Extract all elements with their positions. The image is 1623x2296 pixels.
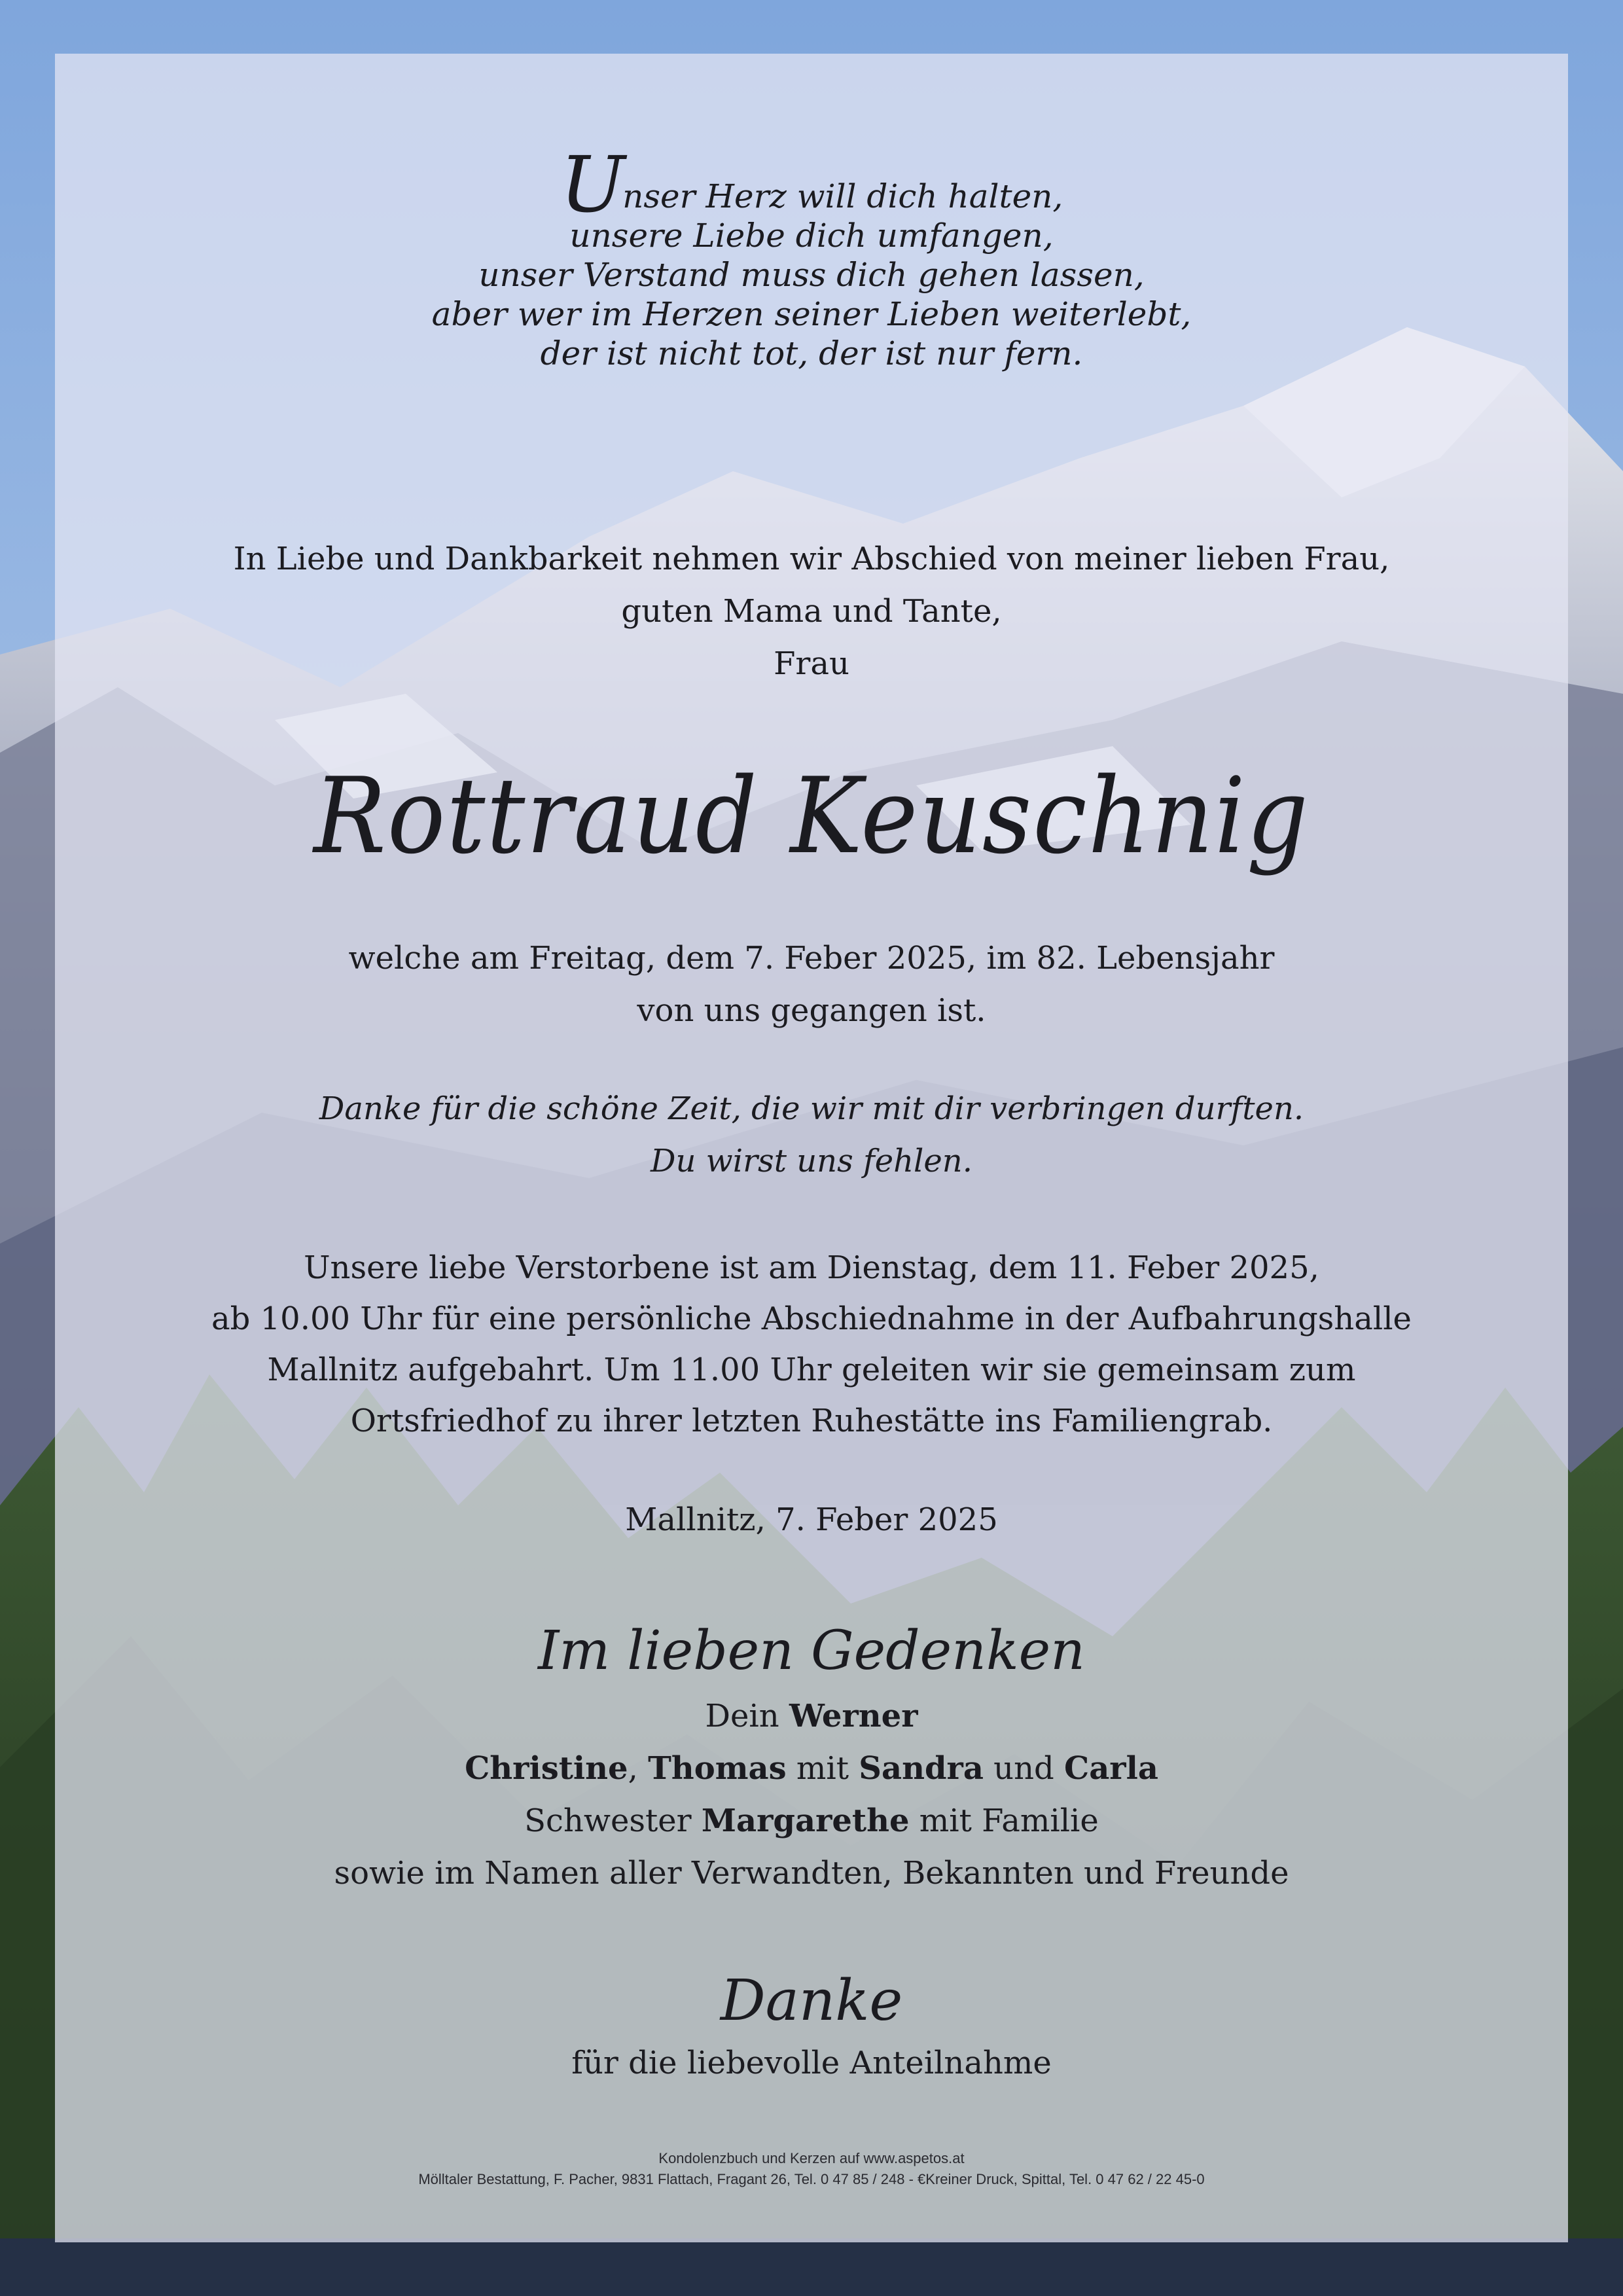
mourner-line-4: sowie im Namen aller Verwandten, Bekannten und Freunde (334, 1855, 1289, 1892)
death-line-1: welche am Freitag, dem 7. Feber 2025, im 82. Lebensjahr (348, 940, 1275, 977)
verse-first-line: nser Herz will dich halten, (622, 177, 1063, 215)
mourner-name-sandra: Sandra (859, 1750, 984, 1787)
mourner-name-carla: Carla (1064, 1750, 1158, 1787)
mourner-separator: mit (786, 1750, 859, 1787)
intro-line-1: In Liebe und Dankbarkeit nehmen wir Abschied von meiner lieben Frau, (233, 541, 1390, 577)
footer-line-1: Kondolenzbuch und Kerzen auf www.aspetos.at (658, 2150, 965, 2166)
mourner-line-3 (55, 1795, 1568, 1847)
thanks-message (55, 1083, 1568, 1187)
verse-initial: U (560, 139, 626, 230)
danke-subtitle: für die liebevolle Anteilnahme (571, 2045, 1052, 2081)
mourner-prefix: Dein (705, 1698, 789, 1734)
funeral-details (55, 1242, 1568, 1446)
place-and-date: Mallnitz, 7. Feber 2025 (625, 1501, 998, 1538)
funeral-line-2: ab 10.00 Uhr für eine persönliche Abschiednahme in der Aufbahrungshalle (211, 1300, 1412, 1337)
memorial-verse (55, 139, 1568, 373)
mourner-name-werner: Werner (789, 1698, 918, 1734)
verse-line-1 (55, 139, 1568, 230)
footer-line-2: Mölltaler Bestattung, F. Pacher, 9831 Flattach, Fragant 26, Tel. 0 47 85 / 248 - €Kreiner Druck, Spittal, Tel. 0 47 62 / 22 45-0 (418, 2171, 1205, 2187)
mourner-name-christine: Christine (465, 1750, 628, 1787)
mourners-list (55, 1690, 1568, 1899)
thanks-line-2: Du wirst uns fehlen. (651, 1143, 972, 1179)
mourner-name-thomas: Thomas (648, 1750, 787, 1787)
death-notice (55, 932, 1568, 1037)
memory-heading: Im lieben Gedenken (538, 1620, 1085, 1682)
mourner-prefix: Schwester (524, 1803, 702, 1839)
funeral-line-4: Ortsfriedhof zu ihrer letzten Ruhestätte ins Familiengrab. (350, 1403, 1273, 1439)
thanks-line-1: Danke für die schöne Zeit, die wir mit dir verbringen durften. (319, 1090, 1304, 1127)
intro-line-2: guten Mama und Tante, (621, 593, 1002, 630)
deceased-name: Rottraud Keuschnig (313, 755, 1310, 877)
mourner-separator: , (628, 1750, 649, 1787)
death-line-2: von uns gegangen ist. (637, 992, 986, 1029)
obituary-panel (55, 54, 1568, 2242)
footer-credits (55, 2148, 1568, 2190)
mourner-line-2 (55, 1742, 1568, 1795)
funeral-line-3: Mallnitz aufgebahrt. Um 11.00 Uhr geleiten wir sie gemeinsam zum (267, 1352, 1356, 1388)
verse-line-2: unsere Liebe dich umfangen, (569, 217, 1054, 255)
danke-heading: Danke (720, 1968, 903, 2034)
mourner-suffix: mit Familie (909, 1803, 1099, 1839)
verse-line-3: unser Verstand muss dich gehen lassen, (478, 256, 1145, 294)
verse-line-5: der ist nicht tot, der ist nur fern. (540, 334, 1083, 372)
farewell-intro (55, 533, 1568, 690)
mourner-separator: und (983, 1750, 1064, 1787)
funeral-line-1: Unsere liebe Verstorbene ist am Dienstag, dem 11. Feber 2025, (304, 1249, 1319, 1286)
mourner-name-margarethe: Margarethe (701, 1803, 910, 1839)
mourner-line-1 (55, 1690, 1568, 1742)
intro-line-3: Frau (774, 645, 849, 682)
verse-line-4: aber wer im Herzen seiner Lieben weiterlebt, (431, 295, 1192, 333)
